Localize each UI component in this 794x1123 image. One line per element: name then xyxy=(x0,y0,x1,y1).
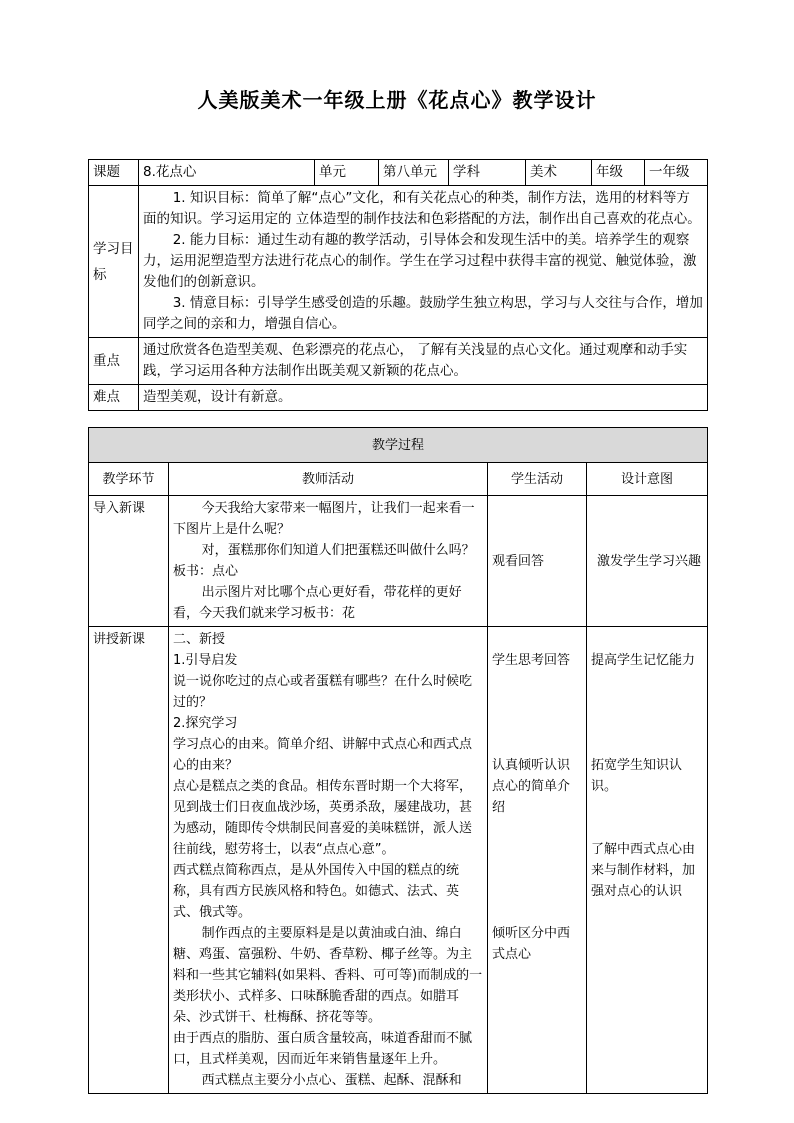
lesson-student xyxy=(488,627,587,1094)
topic-label: 课题 xyxy=(89,160,139,186)
goals-label: 学习目标 xyxy=(89,186,139,338)
intro-teacher-line: 对，蛋糕那你们知道人们把蛋糕还叫做什么吗？板书：点心 xyxy=(173,543,475,579)
lesson-student-note: 认真倾听认识点心的简单介绍 xyxy=(492,758,571,815)
col-student: 学生活动 xyxy=(488,463,587,496)
grade-value: 一年级 xyxy=(645,160,708,186)
unit-label: 单元 xyxy=(315,160,379,186)
lesson-student-note: 倾听区分中西式点心 xyxy=(492,926,571,962)
lesson-teacher-line: 西式糕点主要分小点心、蛋糕、起酥、混酥和 xyxy=(201,1073,462,1088)
lesson-intent-note: 提高学生记忆能力 xyxy=(591,653,696,668)
difficulty-label: 难点 xyxy=(89,385,139,411)
document-title: 人美版美术一年级上册《花点心》教学设计 xyxy=(197,88,597,112)
lesson-info-table xyxy=(88,159,708,411)
topic-value: 8.花点心 xyxy=(139,160,315,186)
grade-label: 年级 xyxy=(592,160,645,186)
intro-student: 观看回答 xyxy=(488,496,587,627)
lesson-teacher-line: 制作西点的主要原料是是以黄油或白油、绵白糖、鸡蛋、富强粉、牛奶、香草粉、椰子丝等。为主料和一些其它辅料(如果料、香料、可可等)而制成的一类形状小、式样多、口味酥脆香甜的西点。如腊耳朵、沙式饼干、杜梅酥、挤花等等。 xyxy=(173,926,483,1025)
lesson-teacher xyxy=(169,627,488,1094)
lesson-student-note: 学生思考回答 xyxy=(492,653,571,668)
lesson-teacher-line: 学习点心的由来。简单介绍、讲解中式点心和西式点心的由来？ xyxy=(173,737,473,773)
col-stage: 教学环节 xyxy=(89,463,169,496)
lesson-teacher-line: 2.探究学习 xyxy=(173,716,238,731)
goal-emotion: 3. 情意目标：引导学生感受创造的乐趣。鼓励学生独立构思，学习与人交往与合作，增加同学之间的亲和力，增强自信心。 xyxy=(143,295,703,332)
lesson-intent-note: 了解中西式点心由来与制作材料，加强对点心的认识 xyxy=(591,842,696,899)
lesson-teacher-line: 二、新授 xyxy=(173,632,226,647)
process-heading: 教学过程 xyxy=(89,428,708,463)
intro-teacher-line: 今天我给大家带来一幅图片，让我们一起来看一下图片上是什么呢？ xyxy=(173,501,475,537)
intro-intent: 激发学生学习兴趣 xyxy=(587,496,708,627)
col-teacher: 教师活动 xyxy=(169,463,488,496)
lesson-intent-note: 拓宽学生知识认识。 xyxy=(591,758,683,794)
intro-teacher-line: 出示图片对比哪个点心更好看，带花样的更好看，今天我们就来学习板书：花 xyxy=(173,585,462,621)
intro-stage: 导入新课 xyxy=(89,496,169,627)
goals-content xyxy=(139,186,708,338)
goal-ability: 2. 能力目标：通过生动有趣的教学活动，引导体会和发现生活中的美。培养学生的观察力，运用泥塑造型方法进行花点心的制作。学生在学习过程中获得丰富的视觉、触觉体验，激发他们的创新意识。 xyxy=(143,232,697,290)
subject-label: 学科 xyxy=(449,160,526,186)
lesson-teacher-line: 1.引导启发 xyxy=(173,653,238,668)
key-point-label: 重点 xyxy=(89,338,139,385)
subject-value: 美术 xyxy=(526,160,592,186)
key-point-text: 通过欣赏各色造型美观、色彩漂亮的花点心， 了解有关浅显的点心文化。通过观摩和动手实践，学习运用各种方法制作出既美观又新颖的花点心。 xyxy=(139,338,708,385)
teaching-process-table xyxy=(88,427,708,1094)
goal-knowledge: 1. 知识目标：简单了解“点心”文化，和有关花点心的种类，制作方法，选用的材料等方面的知识。学习运用定的 立体造型的制作技法和色彩搭配的方法，制作出自己喜欢的花点心。 xyxy=(143,190,701,227)
intro-teacher xyxy=(169,496,488,627)
lesson-intent xyxy=(587,627,708,1094)
lesson-stage: 讲授新课 xyxy=(89,627,169,1094)
lesson-teacher-line: 说一说你吃过的点心或者蛋糕有哪些？在什么时候吃过的？ xyxy=(173,674,473,710)
lesson-teacher-line: 由于西点的脂肪、蛋白质含量较高，味道香甜而不腻口，且式样美观，因而近年来销售量逐年上升。 xyxy=(173,1031,473,1067)
col-intent: 设计意图 xyxy=(587,463,708,496)
lesson-teacher-line: 西式糕点简称西点，是从外国传入中国的糕点的统称，具有西方民族风格和特色。如德式、法式、英式、俄式等。 xyxy=(173,863,460,920)
difficulty-text: 造型美观，设计有新意。 xyxy=(139,385,708,411)
lesson-teacher-line: 点心是糕点之类的食品。相传东晋时期一个大将军，见到战士们日夜血战沙场，英勇杀敌，屡建战功，甚为感动，随即传令烘制民间喜爱的美味糕饼，派人送往前线，慰劳将士，以表“点点心意”。 xyxy=(173,779,473,857)
unit-value: 第八单元 xyxy=(379,160,449,186)
